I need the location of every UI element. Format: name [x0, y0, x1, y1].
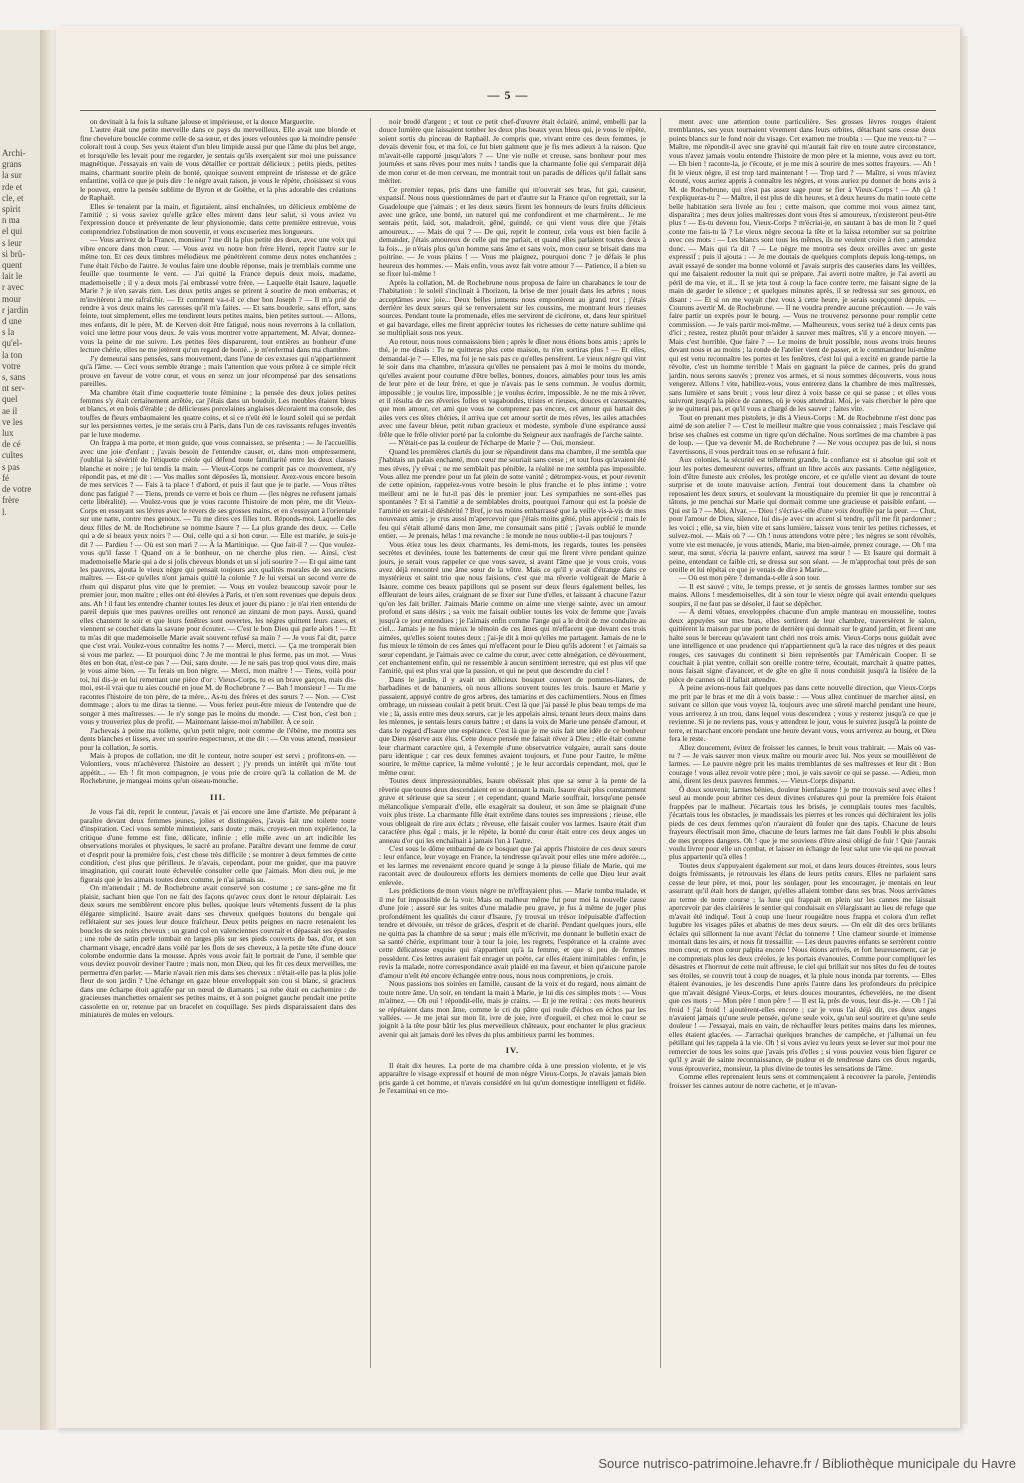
text-columns	[80, 118, 936, 1368]
paragraph: Toutes deux s'appuyaient également sur moi, et dans leurs douces étreintes, sous leurs doigts frémissants, je retrouvais les élans de leurs petits cœurs. Elles ne parlaient sans cesse de leur père, et moi, pour les soulager, pour les encourager, je mentais en leur assurant qu'il était hors de danger, qu'elles allaient tomber dans ses bras. Nous arrivâmes au terme de notre course ; la lune qui frappait en plein sur les cannes me laissait apercevoir par des clairières le sentier qui conduisait en s'élargissant au lieu de refuge que m'avait été indiqué. Tout à coup une lueur rougeâtre nous frappa et colora d'un reflet lugubre les visages pâles et abattus de mes deux sœurs. — On eût dit des orcs brûlants éclairs qui sillonnent la nue avant l'éclat du tonnerre ! Une clameur sourde et immense montait dans les airs, et nous fit tressaillir. — Les deux pauvres enfants se serrèrent contre mon cœur, et mon cœur palpita encore ! Nous étions arrivés, et fort heureusement, car je ne comprenais plus les deux créoles, je les portais évanouies. Comme pour compliquer les désastres et l'horreur de cette nuit affreuse, le ciel qui brillait sur nos têtes du feu de toutes ses étoiles, se couvrit tout à coup de nuages, et la pluie nous inonda par torrents. — Elles étaient évanouies, je les descendis l'une après l'autre dans les profondeurs du précipice que m'avait désigné Vieux-Corps, et leurs douces mourantes, échevelées, ne me disent que ces mots : — Mon père ! mon père ! — Il est là, près de vous, leur dis-je. — Oh ! j'ai froid ! j'ai froid ! ajoutèrent-elles encore ; car je vous l'ai déjà dit, ces deux anges n'avaient jamais qu'une seule pensée, qu'une seule voix, qu'un seul sourire et qu'une seule douleur ! — J'essayai, mais en vain, de réchauffer leurs petites mains dans les miennes, elles étaient glacées. — J'arrachai quelques branches de campêche, et j'allumai un feu pétillant qui les rappela à la vie. Oh ! si vous aviez vu leurs yeux se lever sur moi pour me remercier de tous les soins que j'avais pris d'elles ; si vous pouviez vous bien figurer ce qu'il y avait de sainte reconnaissance, de pudeur et de tendresse dans ces doux regards, vous éprouveriez, monsieur, la plus divine de toutes les sensations de l'âme.	[669, 860, 936, 1073]
paragraph: Je vous l'ai dit, reprit le conteur, j'avais et j'ai encore une âme d'artiste. Me préparant à paraître devant deux femmes jeunes, jolies et distinguées, j'avais fait une toilette toute d'inspiration. Ceci vous semble minutieux, sans doute ; mais, croyez-en mon expérience, la critique d'une femme est fine, délicate, infinie ; elle mêle avec un art indicible les observations morales et physiques, le sacré au profane. Paraître devant une femme de cœur et d'esprit pour la première fois, c'est chose très difficile ; se montrer à deux femmes de cette condition, c'est plus que périlleux. Je n'avais, cependant, pour me guider, que ma pauvre imagination, qui courait toute échevelée consulter celle que j'aimais. Mon dieu oui, je me figurais que je les aimais toutes deux comme, je n'ai jamais su.	[80, 807, 356, 884]
section-number: IV.	[505, 1045, 520, 1056]
paragraph: noir brodé d'argent ; et tout ce petit chef-d'œuvre était éclairé, animé, embelli par la douce lumière que laissaient tomber les deux plus beaux yeux bleus qui, je vous le répète, soient sortis du pinceau de Raphaël. Je compris que, vivant entre ces deux femmes, je devais devenir fou, et ma foi, ce fut bien galment que je fis mes adieux à la raison. Que m'avait-elle rapporté jusqu'alors ? — Une vie nulle et creuse, sans bonheur pour mes journées et sans rêves pour mes nuits ! tandis que la charmante folie qui s'emparait déjà de mon cœur et de mon cerveau, me montrait tout un paradis de délices qu'il fallait sans mériter.	[379, 118, 646, 186]
paragraph: Mais à propos de collation, me dit le conteur, notre souper est servi ; profitons-en. — Volontiers, vous m'achèverez l'histoire au dessert ; j'y prends un intérêt qui m'ôte tout appétit... — Eh ! fit mon compagnon, je vous prie de croire qu'à la collation de M. de Rochebrune, je mangeai moins qu'un oiseau-mouche.	[80, 750, 356, 786]
newspaper-page	[56, 26, 960, 1428]
column-3	[660, 118, 936, 1368]
paragraph: À peine avions-nous fait quelques pas dans cette nouvelle direction, que Vieux-Corps me prit par le bras et me dit à voix basse : — Vous allez continuer de marcher ainsi, en suivant ce sillon que vous voyez là, toujours avec une sûreté marché pendant une heure, vous arriverez à un trou, dans lequel vous descendrez ; vous y resterez jusqu'à ce que je revienne. Si je ne reviens pas, vous y attendrez le jour, vous le suivrez jusqu'à la pointe de terre, et marchant encore pendant une heure devant vous, vous arriverez au bourg, et Dieu fera le reste.	[669, 683, 936, 744]
paragraph: Aux colonies, la sécurité est tellement grande, la confiance est si absolue qui soit et jour les portes demeurent ouvertes, offrant un libre accès aux passants. Cette négligence, loin d'être funeste aux créoles, les protège encore, et ce qu'elle vient au devant de toute surprise et de toute mauvaise action. J'entrai tout doucement dans la chambre où reposaient les deux sœurs, et soulevant la moustiquaire du premier lit que je rencontrai à tâtons, je me penchai sur Marie qui dormait comme une gracieuse et paisible enfant. — Qui est là ? — Moi, Alvar. — Dieu ! s'écria-t-elle d'une voix étouffée par la peur. — Chut, pour l'amour de Dieu, silence, lui dis-je avec un accent si tendre, qu'il me fit pardonner ; les voici ; elle, sa vie, bien vite et sans lumière, laissez vous tenir les petites richesses, et suivez-moi. — Mais où ? — Oh ! nous attendons votre père ; les nègres se sont révoltés, votre vie est menacée, je vous attends, Marie, ma bien-aimée, prenez courage. — Oh ! ma sœur, ma sœur, s'écria la pauvre enfant, sauvez ma sœur ! — Et Isaure qui dormait à peine, entendant ce faible cri, se dressa sur son séant. — Je m'approchai tout près de son oreille et lui répétai ce que je venais de dire à Marie...	[669, 455, 936, 575]
paragraph: — N'était-ce pas la couleur de l'écharpe de Marie ? — Oui, monsieur.	[389, 438, 595, 448]
paragraph: — Vous arrivez de la France, monsieur ? me dit la plus petite des deux, avec une voix qui vibre encore dans mon cœur. — Vous avez vu notre bon frère Henri, reprit l'autre sur le même ton. Et ces deux timbres mélodieux me pénétrèrent comme deux notes enchantées ; l'une était l'écho de l'autre. Je voulus faire une double réponse, mais je tremblais comme une feuille que tourmente le vent. — J'ai quitté la France depuis deux mois, madame, mademoiselle ; il y a deux mois j'ai embrassé votre frère. — Laquelle était Isaure, laquelle Marie ? je n'en savais rien. Les deux petits anges se prirent à sourire de mon embarras, et m'invitèrent à me rafraîchir. — Et comment va-t-il ce cher bon Joseph ? — Il m'a prié de rendre à vos deux mains les caresses qu'il m'a faites. — Et sans bouderie, sans effort, sans feinte, tout simplement, elles me tendirent leurs petites mains, bien petites surtout. — Allons, mes enfants, dit le père, M. de Kerven doit être fatigué, nous nous reverrons à la collation, voici une lettre pour vous deux. Je vais vous montrer votre appartement, M. Alvar, donnez-vous la peine de me suivre. Les petites fées disparurent, tout entières au bonheur d'une lecture chérie, elles ne me jetèrent qu'un regard de bonté... je m'enfermai dans ma chambre.	[80, 235, 356, 355]
facing-page-edge	[0, 30, 41, 1430]
paragraph: Après la collation, M. de Rochebrune nous proposa de faire un charabancs le tour de l'habitation : le soleil s'inclinait à l'horizon, la brise de mer jouait dans les arbres ; nous acceptâmes avec joie... Deux belles juments nous emportèrent au grand trot ; j'étais derrière les deux sœurs qui se renversaient sur les coussins, me montrant leurs rieuses sources. Pendant toute la promenade, elles me servirent de cicérone, et, dans leur spirituel et gai bavardage, elles me firent apprécier toutes les richesses de cette nature sublime qui se multipliait sous nos yeux.	[379, 277, 646, 338]
paragraph: Les prédictions de mon vieux nègre ne m'effrayaient plus. — Marie tomba malade, et il me fut impossible de la voir. Mais on malheur même fut pour moi la nouvelle cause d'une joie ; assuré sur les suites d'une maladie peu grave, je fus à même de juger plus profondément les qualités du cœur d'Isaure, j'y trouvai un trésor inépuisable d'affection tendre et dévouée, un trésor de grâces, d'esprit et de charité. Pendant quelques jours, elle ne quitta pas la chambre de sa sœur ; mais elle m'écrivit, me donnant le bulletin exact de sa santé chérie, exprimant tour à tour la joie, les regrets, l'espérance et la crainte avec cette délicatesse exquise qui n'appartient qu'à la femme, et que si peu de femmes possèdent. Ces lettres auraient fait enrager un poète, car elles étaient inimitables : enfin, je revis la malade, notre correspondance avait plaidé en ma faveur, et bien qu'aucune parole d'amour n'eût été encore échangée entre nous, nous nous comprenions, je crois.	[379, 886, 646, 980]
paragraph: Ô doux souvenir, larmes bénies, douleur bienfaisante ! je me trouvais seul avec elles ! seul au monde pour abriter ces deux divines créatures qui pour la première fois étaient frappées par le malheur. J'écartais tous les brisés, je centuplais toutes mes facultés, j'écartais tous les obstacles, je maudissais les pierres et les ronces qui déchiraient les jolis pieds de ces deux femmes qu'on n'auraient dû fouler que des tapis. Chacune de leurs frayeurs électrisait mon âme, chacune de leurs larmes me fait dans l'oubli le plus absolu de mes propres dangers. Oh ! que je me souviens d'être ainsi obligé de fuir ! Que j'aurais voulu livrer pour elle un combat, et laisser en échange de leur salut une vie qui ne pouvait plus appartenir qu'à elles !	[669, 784, 936, 862]
section-number: III.	[209, 791, 227, 802]
paragraph: — Où est mon père ? demanda-t-elle à son tour.	[679, 573, 821, 583]
paragraph: on devinait à la fois la sultane jalouse et impérieuse, et la douce Marguerite.	[90, 118, 315, 126]
paragraph: Il était dix heures. La porte de ma chambre céda à une pression violente, et je vis apparaître le visage expressif et hourté de mon nègre Vieux-Corps. Je n'avais jamais bien pris garde à cet homme, et n'avais considéré en lui qu'un domestique intelligent et fidèle. Je l'examinai en ce mo-	[379, 1060, 646, 1096]
header-rule	[80, 110, 936, 111]
paragraph: Dans le jardin, il y avait un délicieux bosquet couvert de pommes-lianes, de barbadines et de bananiers, où nous allions souvent toutes les trois. Isaure et Marie y passaient, appuyé contre de gros arbres, des tamarins et des cachimentiers. Nous en fîmes ombrage, un ruisseau coulait à petit bruit. C'est là que j'ai passé le plus beau temps de ma vie ; là, assis entre mes deux sœurs, car je les appelais ainsi, tenant leurs deux mains dans les miennes, je sentais leurs cœurs battre ; et dans la voix de Marie une pensée d'amour, et dans le regard d'Isaure une espérance. C'est là que je me suis fait une idée de ce bonheur que Dieu réserve aux élus. Cette douce pensée me faisait rêver à Dieu ; elle était comme leur charmant caractère qui, à l'exemple d'une observatrice vulgaire, aurait sans doute paru identique ; car ces deux femmes avaient toujours, et l'une pour l'autre, le même sourire, le même caprice, la même volonté ; je le leur accordais cependant, moi, que le même cœur.	[379, 674, 646, 777]
paragraph: Elles se tenaient par la main, et figuraient, ainsi enchaînées, un délicieux emblème de l'amitié ; si vous saviez qu'elle grâce elles mirent dans leur salut, si vous aviez vu l'expression douce et prévenante de leur physionomie, dans cette première entrevue, vous comprendriez l'obstination de mon souvenir, et vous excuseriez mes longueurs.	[80, 201, 356, 236]
book-gutter	[40, 30, 56, 1430]
paragraph: ment avec une attention toute particulière. Ses grosses lèvres rouges étaient tremblantes, ses yeux tournaient vivement dans leurs orbites, détachant sans cesse deux points blancs sur le fond noir du visage. Cet examen me troubla : — Que me veux-tu ? — Maître, me répondit-il avec une gravité qui m'aurait fait rire en toute autre circonstance, vous n'avez jamais voulu entendre l'histoire de mon père et la mienne, vous avez eu tort. — Eh bien ! raconte-la, je t'écoute, et je me mis à sourire de mes sottes frayeurs. — Ah ! fit le vieux nègre, il est trop tard maintenant ! — Trop tard ? — Maître, si vous m'aviez écouté, vous auriez appris à connaître les nègres, et vous auriez pu donner de bons avis à M. de Rochebrune, qui n'est pas assez sage pour se fier à Vieux-Corps ! — Ah çà ! t'expliqueras-tu ? — Maître, il est plus de dix heures, et à deux heures du matin toute cette belle habitation sera livrée au feu ; cette maison, que comme moi vous aimez tant, disparaîtra ; mes deux jolies maîtresses dont vous êtes si amoureux, n'existeront peut-être plus ! — Es-tu devenu fou, Vieux-Corps ? m'écriai-je, en sautant à bas de mon lit ? quel conte me fais-tu là ? Le vieux nègre secoua la tête et la laissa retomber sur sa poitrine avec ces mots : — Les blancs sont tous les mêmes, ils ne veulent croire à rien ; attendez donc. — Mais qui t'a dit ? — Le nègre me montra ses deux oreilles avec un geste expressif ; puis il ajouta : — Je me doutais de quelques complots depuis long-temps, on avait essayé de sonder ma bonne volonté et j'avais surpris des causeries dans les veillées, qui me faisaient redouter la nuit qui se prépare. J'ai averti notre maître, je l'ai averti au péril de ma vie, et il... Il se jeta tout à coup la face contre terre, me faisant signe de la main de garder le silence ; et quelques minutes après, il se redressa sur ses genoux, en disant : — Et si on me voyait chez vous à cette heure, je serais soupçonné depuis. — Courons avertir M. de Rochebrune. — Il ne voudra prendre aucune précaution. — Je vais faire partir un exprès pour le bourg. — Vous ne trouverez personne pour remplir cette commission. — Je vais partir moi-même. — Malheureux, vous seriez tué à deux cents pas d'ici ; restez, restez plutôt pour m'aider à sauver mes maîtres, s'il y a encore moyen. — Mais c'est horrible. Que faire ? — Le moins de bruit possible, nous avons trois heures devant nous et au moins ; la ronde de l'atelier vient de passer, et le commandeur lui-même qui est venu reconnaître les portes et les fenêtres, c'est lui qui a excité en grande partie la révolte, c'est un homme terrible ! Mais en gagnant la pièce de cannes, près du grand jardin, nous serons sauvés ; prenez vos armes, et si nous sommes découverts, vous nous vengerez. Allons ! vite, habillez-vous, vous entrerez dans la chambre de mes maîtresses, sans lumière et sans bruit ; vous leur direz à voix basse ce qui se passe ; et elles vous suivront jusqu'à la pièce de cannes, où je vous attendrai. Moi, je vais chercher le père que je ne quitterai pas, et qu'il vous a chargé de les sauver ; faites vite.	[669, 118, 936, 414]
paragraph: Toutes deux impressionnables, Isaure obéissait plus que sa sœur à la pente de la rêverie que toutes deux descendaient en se donnant la main. Isaure était plus constamment grave et sérieuse que sa sœur ; et cependant, quand Marie souffrait, lorsqu'une pensée mélancolique s'emparait d'elle, elle exagérait sa douleur, et son âme se plaignait d'une voix plus triste. La charmante fille était extrême dans toutes ses impressions ; rieuse, elle vous obligeait de rire aux éclats ; rêveuse, elle faisait couler vos larmes. Isaure était d'un caractère plus égal ; mais, je le répète, la bonté du cœur était entre ces deux anges un anneau d'or qui les enchaînait à jamais l'un à l'autre.	[379, 776, 646, 845]
column-2	[370, 118, 646, 1368]
paragraph: J'y demeurai sans pensées, sans mouvement, dans l'une de ces extases qui n'appartiennent qu'à l'âme. — Ceci vous semble étrange ; mais l'attention que vous prêtez à ce simple récit prouve en faveur de votre cœur, et vous en serez un jour récompensé par des sensations pareilles.	[80, 353, 356, 389]
paragraph: Ce premier repas, pris dans une famille qui m'ouvrait ses bras, fut gai, causeur, expansif. Nous nous questionnâmes de part et d'autre sur la France qu'on regrettait, sur la Guadeloupe que j'aimais ; et les deux sœurs firent les honneurs de leurs fruits délicieux avec une grâce, une bonté, un naturel qui me confondirent et me charmèrent... Je me sentais petit, laid, sot, maladroit, gêné, guindé, ce qui vient vous dire que j'étais amoureux... — Mais de qui ? — De qui, reprit le conteur, cela vous est bien facile à demander, j'étais amoureux de celle qui me parlait, et quand elles parlaient toutes deux à la fois... je n'étais plus qu'un homme sans âme et sans voix, mon cœur se brisait dans ma poitrine. — Je vous plains ! — Vous me plaignez, pourquoi donc ? je défais le plus heureux des hommes. — Mais enfin, vous avez fait votre amour ? — Patience, il a bien su se fixer lui-même !	[379, 184, 646, 279]
paragraph: C'est sous le dôme embaumé de ce bosquet que j'ai appris l'histoire de ces deux sœurs : leur enfance, leur voyage en France, la tendresse qu'avait pour elles une mère adorée..., et les larmes me revenaient encore quand je songe à la pieuse filiale de Marie, qui me racontait avec de douloureux efforts les derniers moments de celle que Dieu leur avait enlevée.	[379, 843, 646, 887]
paragraph: Ma chambre était d'une coquetterie toute féminine ; la pensée des deux jolies petites femmes s'y était certainement arrêtée, car j'étais dans un boudoir. Les meubles étaient bleus et blancs, et en bois d'érable ; de délicieuses porcelaines anglaises décoraient ma console, des touffes de fleurs embaumaient les quatre coins, et si ce n'eût été le lourd soleil qui se perdait sur les persiennes vertes, je me serais cru à Paris, dans l'un de ces ravissants refuges inventés par le luxe moderne.	[80, 387, 356, 439]
paragraph: — Il est sauvé ; vite, le temps presse, et je sentis de grosses larmes tomber sur ses mains. Allons ! mesdemoiselles, dit à son tour le vieux nègre qui avait entendu quelques soupirs, il ne faut pas se désoler, il faut se dépêcher.	[669, 581, 936, 608]
paragraph: Quand les premières clartés du jour se répandirent dans ma chambre, il me sembla que j'habitais un palais enchanté, mon cœur me souriait sans cesse ; et tout fous qu'avaient été mes rêves, j'y rêvai ; ne me semblait pas pénible, la réalité ne me sembla pas impossible. Vous allez me prendre pour un fat plein de sotte vanité ; détrompez-vous, et pour revenir de cette opinion, rappelez-vous votre besoin le plus franche et le plus intime ; votre meilleur ami ne le fut-il pas dès le premier jour. Les sympathies ne sont-elles pas spontanées ? Et si l'amitié a de semblables droits, pourquoi l'amour qui est la poésie de l'amitié en serait-il déshérité ? Bref, je tus moins embarrassé que la veille vis-à-vis de mes nouveaux amis ; je crus aussi m'apercevoir que j'étais moins gêné, plus apprécié ; mais le feu qui s'était allumé dans mon âme, me consumait sans pitié ; j'avais oublié le monde entier. — Je prenais, hélas ! ma revanche : le monde ne nous oublie-t-il pas toujours ?	[379, 446, 646, 541]
page-edge-right	[960, 36, 968, 1424]
paragraph: — À demi vêtues, enveloppées chacune d'un ample manteau en mousseline, toutes deux appuyées sur mes bras, elles sortirent de leur chambre, traversèrent le salon, quittèrent la maison par une porte de derrière qui donnait sur le grand jardin, et firent une halte sous le berceau qu'avaient tant chéri nos trois amis. Vieux-Corps nous guidait avec une intelligence et une prudence qui n'appartiennent qu'à la race des nègres et des peaux rouges, ces sauvages du continent si bien représentés par l'Américain Cooper. Il se couchait à plat ventre, collait son oreille contre terre, écoutait, marchait à quatre pattes, nous faisait signe d'avancer, et de gîte en gîte il nous conduisit jusqu'à la lisière de la pièce de cannes où il fallait attendre.	[669, 607, 936, 684]
paragraph: L'autre était une petite merveille dans ce pays du merveilleux. Elle avait une blonde et fine chevelure bouclée comme celle de sa sœur, et des joues veloutées que la moindre pensée colorait tout à coup. Ses yeux étaient d'un bleu limpide aussi pur que l'âme du plus bel ange, et lorsqu'elle les levait pour me regarder, je sentais qu'ils exerçaient sur moi une puissance magnétique. J'essayais en vain de vous détailler ce portrait délicieux ; petits pieds, petites mains, charmant sourire plein de bonté, quoique souvent empreint de tristesse et de grâce enfantine, voilà ce que je puis dire : le nègre avait raison, je vous le répète, choisissez si vous le pouvez, entre la pensée sublime de Byron et de Goëthe, et la plus adorable des créations de Raphaël.	[80, 125, 356, 203]
paragraph: J'achevais à peine ma toilette, qu'un petit nègre, noir comme de l'ébène, me montra ses dents blanches et lisses, avec un sourire respectueux, et me dit : — On vous attend, monsieur pour la collation, Je sortis.	[80, 725, 356, 752]
paragraph: Tout en prenant mes pistolets, je dis à Vieux-Corps : M. de Rochebrune n'est donc pas aimé de son atelier ? — C'est le meilleur maître que vous connaissiez ; mais l'esclave qui brise ses chaînes est comme un tigre qu'on déchaîne. Nous sortîmes de ma chambre à pas de loup. — Que va devenir M. de Rochebrune ? — Ne vous occupez pas de lui, si nous l'avertissons, il vous perdrait tous en se refusant à fuir.	[669, 412, 936, 456]
paragraph: Nous passions nos soirées en famille, causant de la voix et du regard, nous aimant de toute notre âme. Un soir, en tendant la main à Marie, je lui dis ces simples mots : — Vous m'aimez. — Oh oui ! répondit-elle, mais je crains. — Et je me retirai : ces mots heureux se répétaient dans mon âme, comme le cri du pâtre qui roule d'échos en échos par les vallées. — Je me jetai sur mon lit, ivre de joie, ivre d'orgueil, et chez moi le cœur se joignit à la tête pour bâtir les plus merveilleux châteaux, pour enchanter le plus gracieux avenir qui ait jamais doré les rêves du plus ambitieux parmi les hommes.	[379, 979, 646, 1039]
paragraph: Allez doucement, évitez de froisser les cannes, le bruit vous trahirait. — Mais où vas-tu ? — Je vais sauver mon vieux maître ou mourir avec lui. Nos yeux se mouillèrent de larmes. — Le pauvre nègre prit les mains tremblantes de ses maîtresses et leur dit : Bon courage ! vous allez revoir votre père ; moi, je vais savoir ce qui se passe. — Adieu, mon ami, dirent les deux pauvres femmes. — Vieux-Corps disparut.	[669, 742, 936, 786]
facing-page-text: Archi- grans la sur rde et cle, et spirit n ma el qui s leur si brû- quent lait le r avec mour r jardin d une s la qu'el- la ton votre s, sans nt ser- quel ae il ve les lux de cé cultes s pas fé de votre frère l.	[2, 148, 32, 517]
paragraph: Vous étiez tous les deux charmants, les demi-mots, les regards, toutes les pensées secrètes et devinées, toute les battements de cœur qui me firent vivre pendant quinze jours, je serait vous rappeler ce que vous savez, si avant l'âme que je vous crois, vous avez déjà rencontré une âme sœur de la vôtre. Mais ce qu'il y avait d'étrange dans ce mystérieux et saint trio que nous faisions, c'est que ma rêverie voltigeait de Marie à Isaure, comme ces beaux papillons qui se posent sur deux fleurs également belles, les effleurant de leurs ailes, craignant de se fixer sur l'une d'elles, et laissant à chacune l'azur qu'on les fait briller. J'aimais Marie comme on aime une vierge sainte, avec un amour profond et sans désirs ; sa voix me faisait oublier toutes les voix de femme que j'avais jusqu'à ce jour entendues ; je l'aimais enfin comme l'ange qui a le droit de me conduire au ciel... Jamais je ne fus mieux le témoin de ces âmes qui m'effacent que devant ces trois aimées, qu'elles soient toutes deux ; j'ai-je dit à moi qu'elles me partagent. Jamais de ne le fus mieux le témoin de ces âmes qui m'effacent pour le Dieu qu'ils adorent ! et j'aimais sa sœur cependant, je l'aimais avec ce calme du cœur, avec cette abnégation, ce dévouement, cet enchantement enfin, qui ne ressemble à aucun sentiment terrestre, qui est plus vif que l'amitié, qui est plus vrai que la passion, et qui ne peut que descendre du ciel !	[379, 539, 646, 676]
page-number: — 5 —	[487, 88, 529, 102]
column-1	[80, 118, 356, 1368]
paragraph: Comme elles reprenaient leurs sens et commençaient à recouvrer la parole, j'entendis froisser les cannes autour de notre cachette, et je m'avan-	[669, 1072, 936, 1090]
paragraph: Au retour, nous nous connaissions bien ; après le dîner nous étions bons amis ; après le thé, je me disais : Tu ne quitteras plus cette maison, tu n'en sortiras plus ! — Et elles, demandai-je ? — Elles, ma foi je ne sais pas ce qu'elles pensèrent. Le vieux nègre qui vint le soir dans ma chambre, m'assura qu'elles ne pensaient pas à moi le moins du monde, qu'elles avaient pour coutume d'être belles, bonnes, douces, aimables pour tous les amis de leur père et de leur frère, et que je n'avais pas le sens commun. Je voulus dormir, impossible ; je voulus lire, impossible ; je voulus écrire, impossible. Je ne me mis à rêver, et il résulta de ces rêveries folles et vagabondes, tristes et rieuses, douces et caressantes, que mon amour, cet ami que vous ne comprenez pas encore, cet amour qui battait des ailes vers ces têtes chéries, il arriva que cet amour sortit de mes rêves, les ailes attachées avec une faveur bleue, petit ruban gracieux et modeste, symbole d'une espérance aussi frêle que le frêle olivier porté par la colombe du Seigneur aux naufragés de l'arche sainte.	[379, 336, 646, 439]
paragraph: On frappa à ma porte, et mon guide, que vous connaissez, se présenta : — Je l'accueillis avec une joie d'enfant ; j'avais besoin de l'entendre causer, et, dans mon empressement, j'oubliai la sévérité de l'étiquette créole qui défend toute familiarité entre les deux classes blanche et noire ; je lui tendis la main. — Vieux-Corps ne comprit pas ce mouvement, n'y répondit pas, et me dit : — Vos malles sont déposées là, monsieur. Avez-vous encore besoin de mes services ? — Fais à ta place ! d'abord, et puis il faut que je te parle. — Vous n'êtes donc pas fatigué ? — Tiens, prends ce verre et bois ce rhum — (les nègres ne refusent jamais cette libéralité). — Voulez-vous que je vous raconte l'histoire de mon père, me dit Vieux-Corps en essuyant ses lèvres avec le revers de ses grosses mains, et en s'essuyant à l'orientale sur une natte, contre mes genoux. — Tu me dires ces filles tort. Réponds-moi. Laquelle des deux filles de M. de Rochebrune se nomme Isaure ? — La plus grande des deux. — Celle qui a de si beaux yeux noirs ? — Oui, celle qui a si bon cœur. — Elle est mariée, je suis-je dit ? — Pardieu ! — Où est son mari ? — À la Martinique. — Que fait-il ? — Que voulez-vous qu'il fasse ! Quand on a le bonheur, on ne cherche plus rien. — Ainsi, c'est mademoiselle Marie qui a de si jolis cheveux blonds et un si joli sourire ? — Et qui aime tant les pauvres, ajouta le vieux nègre qui pensait toujours aux qualités morales de ses anciens maîtres. — Est-ce qu'elles n'ont jamais quitté la colonie ? Je lui versai un second verre de rhum qui disparut plus vite que le premier. — Vous en voulez beaucoup savoir pour le premier jour, mon maître ; elles ont été élevées à Paris, et n'en sont revenues que depuis deux ans. Ah ! il faut les entendre chanter toutes les deux et jouer du piano : je n'ai rien entendu de pareil depuis que mes pauvres oreilles ont renoncé au zinzani de mon pays. Aussi, quand elles chantent le soir et que leurs fenêtres sont ouvertes, les nègres quittent leurs cases, et viennent se coucher dans la savane pour écouter. — C'est le bon Dieu qui parle alors ! — Et tu m'as dit que mademoiselle Marie avait souvent refusé sa main ? — Je vous l'ai dit, parce que c'est vrai. Voulez-vous connaître les noms ? — Merci, merci. — Ça me tromperait bien si vous me parlez. — Et pourquoi donc ? Je me montrai le plus ferme, pas un mot. — Vous êtes en bon état, n'est-ce pas ? — Oui, sans doute. — Je ne sais pas trop quoi vous dire, mais je vous aime bien. — Tu ferais un bon nègre. — Merci, mon maître ! — Tiens, voilà pour toi, lui dis-je en lui remettant une pièce d'or : Vieux-Corps, tu es un brave garçon, mais dis-moi, est-il vrai que tu aies couché en joue M. de Rochebrune ? — Bah ! monsieur ! — Tu me racontes l'histoire de ton père, de ta mère... As-tu des frères et des sœurs ? — Non. — C'est dommage ; alors tu me diras ta tienne. — Vous feriez peut-être mieux de l'entendre que de songer à mes maîtresses. — Je n'y songe pas le moins du monde. — C'est bon, c'est bon ; vous y trouveriez plus de profit. — Maintenant laisse-moi m'habiller. À ce soir.	[80, 438, 356, 727]
paragraph: On m'attendait ; M. de Rochebrune avait conservé son costume ; ce sans-gêne me fit plaisir, sachant bien que l'on ne fait des façons qu'avec ceux dont le retour déplairait. Les deux sœurs me semblèrent encore plus belles, quoique leurs vêtements fussent de la plus élégante simplicité. Isaure avait dans ses cheveux quelques boutons du bengale qui reflétaient sur ses joues leur douce fraîcheur. Deux petits peignes en nacre retenaient les boucles de ses noirs cheveux ; un grand col en valenciennes couvrait et dépassait ses épaules ; une robe de satin perle tombait en larges plis sur ses pieds couverts de bas, d'or, et son charmant visage, encadré dans voilé par les flots de ses cheveux, à la petite tête d'une douce colombe endormie dans la mousse. Après vous avoir fait le portrait de l'une, il semble que vous deviez pouvoir deviner l'autre ; mais non, mon Dieu, qui les fit ces deux merveilles, me permettra d'en parler. — Marie n'avait rien mis dans ses cheveux : n'était-elle pas la plus jolie fleur de son jardin ? Une échange en gaze bleue enveloppait son cou si blanc, si gracieux dans une écharpe étoit agrafée par un nœud de diamants ; sa robe était en cachemire : de gracieuses manchettes ornaient ses petites mains, et à son poignet gauche pendait une petite cassolette en or, retenue par un bracelet en coquillage. Ses pieds disparaissaient dans des miniatures de mules en velours.	[80, 883, 356, 1020]
source-attribution: Source nutrisco-patrimoine.lehavre.fr / Bibliothèque municipale du Havre	[598, 1456, 1016, 1471]
